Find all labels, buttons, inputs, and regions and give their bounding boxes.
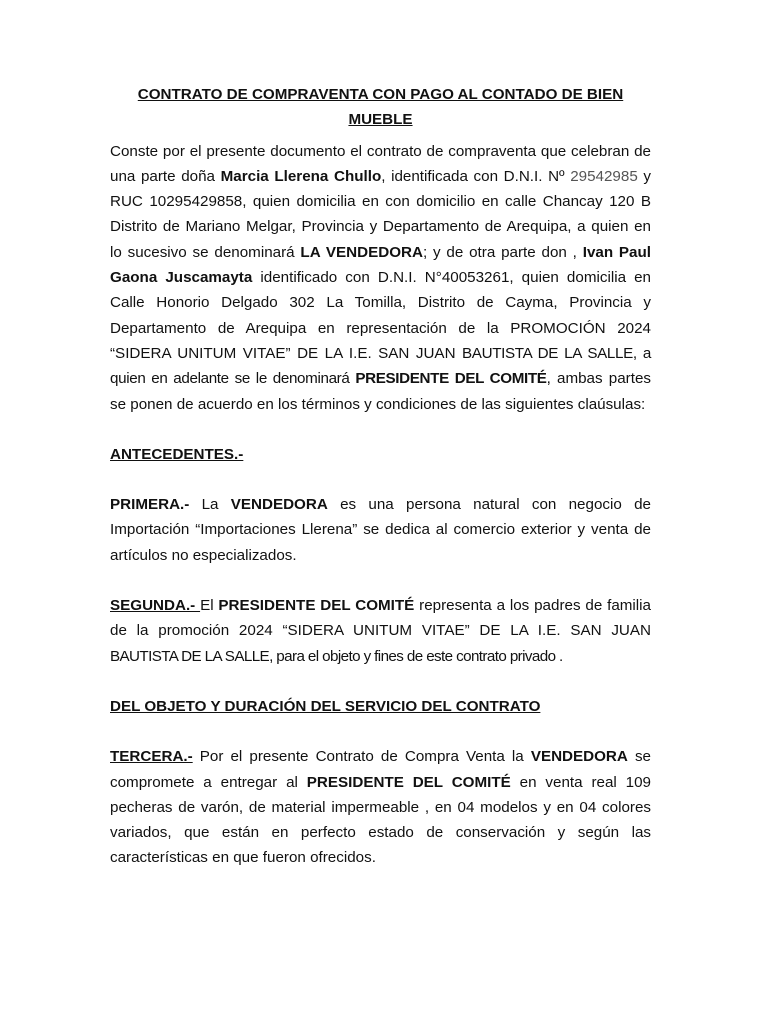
title-line-1: CONTRATO DE COMPRAVENTA CON PAGO AL CONTADO DE BIEN [137, 86, 624, 103]
clause-tercera-text-3: en venta real 109 pecheras de varón, de material impermeable , en 04 modelos y en 04 colores variados, que están en perfecto estado de conservación y según las características en que fueron ofrecidos. [110, 773, 652, 867]
section-heading-objeto: DEL OBJETO Y DURACIÓN DEL SERVICIO DEL CONTRATO [110, 697, 541, 715]
clause-segunda-label: SEGUNDA.- [110, 597, 201, 615]
buyer-role: PRESIDENTE DEL COMITÉ [355, 370, 547, 388]
section-heading-antecedentes: ANTECEDENTES.- [110, 445, 244, 463]
intro-text-5: identificado con D.N.I. N°40053261, quien domicilia en Calle Honorio Delgado 302 La Tomilla, Distrito de Cayma, Provincia y Departamento de Arequipa en representación de la PROMOCIÓN 2024 “SIDERA UNITUM VITAE” DE LA I.E. SAN JUAN [110, 269, 651, 362]
clause-primera-role: VENDEDORA [230, 496, 328, 514]
seller-dni: 29542985 [570, 167, 638, 185]
clause-segunda [110, 593, 651, 669]
intro-text-7: , ambas partes se ponen de acuerdo en los términos y condiciones de las siguientes claúsulas: [110, 370, 651, 413]
document-title [110, 82, 651, 133]
clause-primera-text-2: es una persona natural con negocio de Importación “Importaciones Llerena” se dedica al comercio exterior y venta de artículos no especializados. [110, 496, 651, 564]
clause-primera-label: PRIMERA.- [110, 496, 190, 514]
clause-primera [110, 492, 651, 568]
clause-tercera-role-2: PRESIDENTE DEL COMITÉ [306, 773, 511, 791]
intro-text-6: BAUTISTA DE LA SALLE, a quien en adelante se le denominará [110, 344, 651, 388]
clause-tercera [110, 744, 651, 870]
clause-segunda-text-2: representa a los padres de familia de la promoción 2024 “SIDERA UNITUM VITAE” DE LA I.E. SAN JUAN [110, 597, 651, 640]
clause-segunda-role: PRESIDENTE DEL COMITÉ [218, 597, 415, 615]
intro-text-2: , identificada con D.N.I. Nº [381, 167, 571, 185]
seller-name: Marcia Llerena Chullo [220, 167, 382, 185]
intro-paragraph [110, 139, 651, 417]
clause-primera-text-1: La [189, 496, 231, 514]
clause-tercera-role-1: VENDEDORA [530, 748, 628, 766]
clause-segunda-text-1: El [200, 597, 219, 615]
document-page [110, 82, 651, 871]
intro-text-4: ; y de otra parte don , [422, 243, 583, 261]
clause-segunda-text-3: BAUTISTA DE LA SALLE, para el objeto y fines de este contrato privado . [110, 647, 563, 665]
seller-role: LA VENDEDORA [300, 243, 423, 261]
intro-text-3: y RUC 10295429858, quien domicilia en con domicilio en calle Chancay 120 B Distrito de Mariano Melgar, Provincia y Departamento de Arequipa, a quien en lo sucesivo se denominará [110, 167, 651, 261]
clause-tercera-label: TERCERA.- [110, 748, 193, 766]
clause-tercera-text-1: Por el presente Contrato de Compra Venta la [192, 748, 531, 766]
title-line-2: MUEBLE [348, 111, 413, 129]
buyer-name: Ivan Paul Gaona Juscamayta [110, 243, 651, 287]
intro-text-1: Conste por el presente documento el contrato de compraventa que celebran de una parte doña [110, 142, 651, 185]
clause-tercera-text-2: se compromete a entregar al [110, 748, 651, 791]
